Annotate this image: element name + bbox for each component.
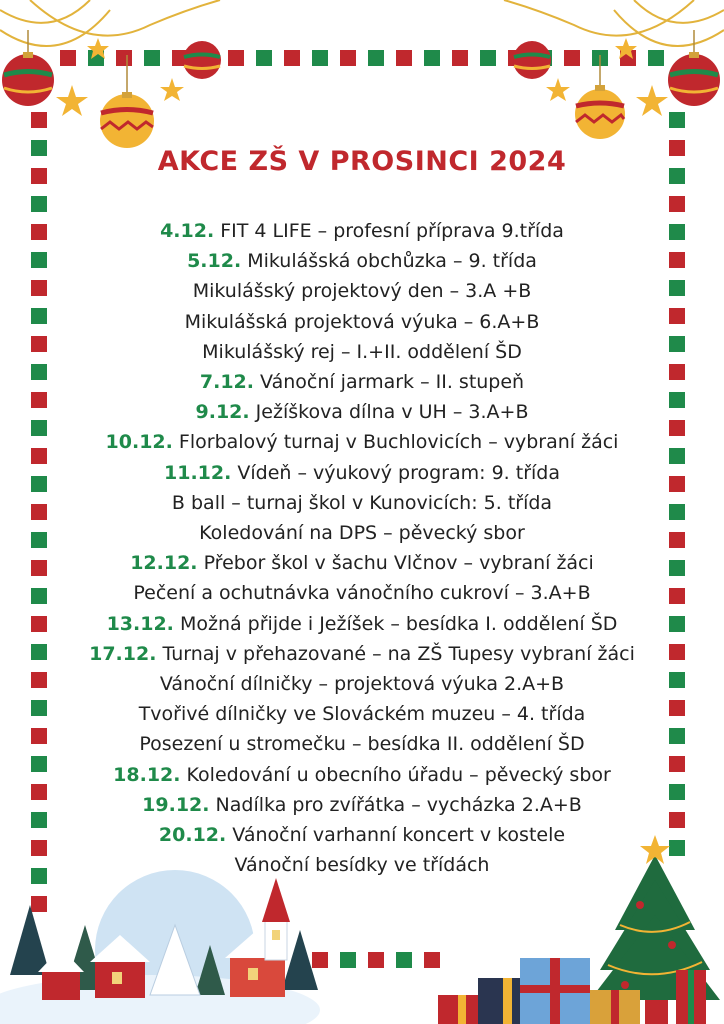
garland-left <box>0 0 220 46</box>
border-stripe <box>31 112 47 128</box>
event-item <box>0 276 724 306</box>
border-stripe <box>480 50 496 66</box>
event-text: Mikulášský rej – I.+II. oddělení ŠD <box>202 340 522 363</box>
event-text: Pečení a ochutnávka vánočního cukroví – 3.A+B <box>133 582 591 605</box>
event-item <box>0 458 724 488</box>
event-date: 9.12. <box>195 401 250 424</box>
event-item <box>0 307 724 337</box>
event-item <box>0 488 724 518</box>
event-item <box>0 518 724 548</box>
border-stripe <box>368 50 384 66</box>
border-stripe <box>60 50 76 66</box>
event-text: B ball – turnaj škol v Kunovicích: 5. třída <box>171 491 553 514</box>
event-text: Vánoční besídky ve třídách <box>234 854 490 877</box>
event-text: Přebor škol v šachu Vlčnov – vybraní žáci <box>203 552 594 575</box>
border-stripe <box>648 50 664 66</box>
event-text: Mikulášský projektový den – 3.A +B <box>192 280 532 303</box>
ornament-left-small-icon <box>183 41 221 79</box>
event-item <box>0 397 724 427</box>
border-stripe <box>312 952 328 968</box>
event-item <box>0 427 724 457</box>
border-stripe <box>31 896 47 912</box>
event-text: Vídeň – výukový program: 9. třída <box>237 461 560 484</box>
event-date: 13.12. <box>106 612 174 635</box>
event-date: 17.12. <box>89 642 157 665</box>
event-text: Koledování u obecního úřadu – pěvecký sbor <box>186 763 611 786</box>
event-text: Vánoční jarmark – II. stupeň <box>260 371 525 394</box>
ornament-left-gold-icon <box>100 55 154 148</box>
border-stripe <box>564 50 580 66</box>
event-date: 4.12. <box>160 220 215 242</box>
event-date: 5.12. <box>187 250 242 273</box>
border-stripe <box>284 50 300 66</box>
border-stripe <box>396 952 412 968</box>
border-stripe <box>669 196 685 212</box>
event-text: Turnaj v přehazované – na ZŠ Tupesy vybraní žáci <box>162 642 635 665</box>
event-item <box>0 699 724 729</box>
event-text: Ježíškova dílna v UH – 3.A+B <box>255 401 529 424</box>
border-stripe <box>228 50 244 66</box>
border-stripe <box>424 50 440 66</box>
border-stripe <box>256 50 272 66</box>
event-list <box>0 216 724 880</box>
event-item <box>0 578 724 608</box>
ornament-right-small-icon <box>513 41 551 79</box>
event-item <box>0 820 724 850</box>
event-text: Tvořivé dílničky ve Slováckém muzeu – 4. třída <box>138 703 586 726</box>
event-text: Možná přijde i Ježíšek – besídka I. oddělení ŠD <box>179 612 618 635</box>
event-date: 7.12. <box>199 371 254 394</box>
ornament-right-gold-icon <box>575 55 625 139</box>
event-item <box>0 216 724 246</box>
event-text: Posezení u stromečku – besídka II. oddělení ŠD <box>139 733 585 756</box>
event-item <box>0 548 724 578</box>
event-text: FIT 4 LIFE – profesní příprava 9.třída <box>220 220 564 242</box>
ornament-left-red-icon <box>2 30 54 106</box>
event-text: Florbalový turnaj v Buchlovicích – vybraní žáci <box>178 431 619 454</box>
border-stripe <box>144 50 160 66</box>
event-text: Koledování na DPS – pěvecký sbor <box>199 522 525 545</box>
border-stripe <box>31 196 47 212</box>
ornament-right-red-icon <box>668 30 720 106</box>
border-stripe <box>452 50 468 66</box>
border-stripe <box>368 952 384 968</box>
event-item <box>0 367 724 397</box>
event-item <box>0 669 724 699</box>
border-stripe <box>116 50 132 66</box>
event-date: 12.12. <box>130 552 198 575</box>
event-date: 18.12. <box>113 763 181 786</box>
event-item <box>0 729 724 759</box>
event-text: Nadílka pro zvířátka – vycházka 2.A+B <box>215 793 582 816</box>
border-stripe <box>340 50 356 66</box>
winter-village-icon <box>0 870 320 1024</box>
event-date: 20.12. <box>158 824 227 847</box>
border-stripe <box>312 50 328 66</box>
event-item <box>0 850 724 880</box>
event-date: 10.12. <box>105 431 173 454</box>
event-date: 11.12. <box>164 461 232 484</box>
event-item <box>0 246 724 276</box>
event-text: Mikulášská projektová výuka – 6.A+B <box>184 310 540 333</box>
event-text: Mikulášská obchůzka – 9. třída <box>247 250 537 273</box>
border-stripe <box>396 50 412 66</box>
event-text: Vánoční varhanní koncert v kostele <box>232 824 566 847</box>
event-date: 19.12. <box>142 793 210 816</box>
border-stripe <box>669 112 685 128</box>
border-stripe <box>424 952 440 968</box>
event-text: Vánoční dílničky – projektová výuka 2.A+B <box>159 673 565 696</box>
garland-right <box>504 0 724 46</box>
border-stripe <box>340 952 356 968</box>
event-item <box>0 609 724 639</box>
event-item <box>0 337 724 367</box>
event-item <box>0 760 724 790</box>
event-item <box>0 790 724 820</box>
event-item <box>0 639 724 669</box>
page-title: AKCE ZŠ V PROSINCI 2024 <box>157 146 567 177</box>
